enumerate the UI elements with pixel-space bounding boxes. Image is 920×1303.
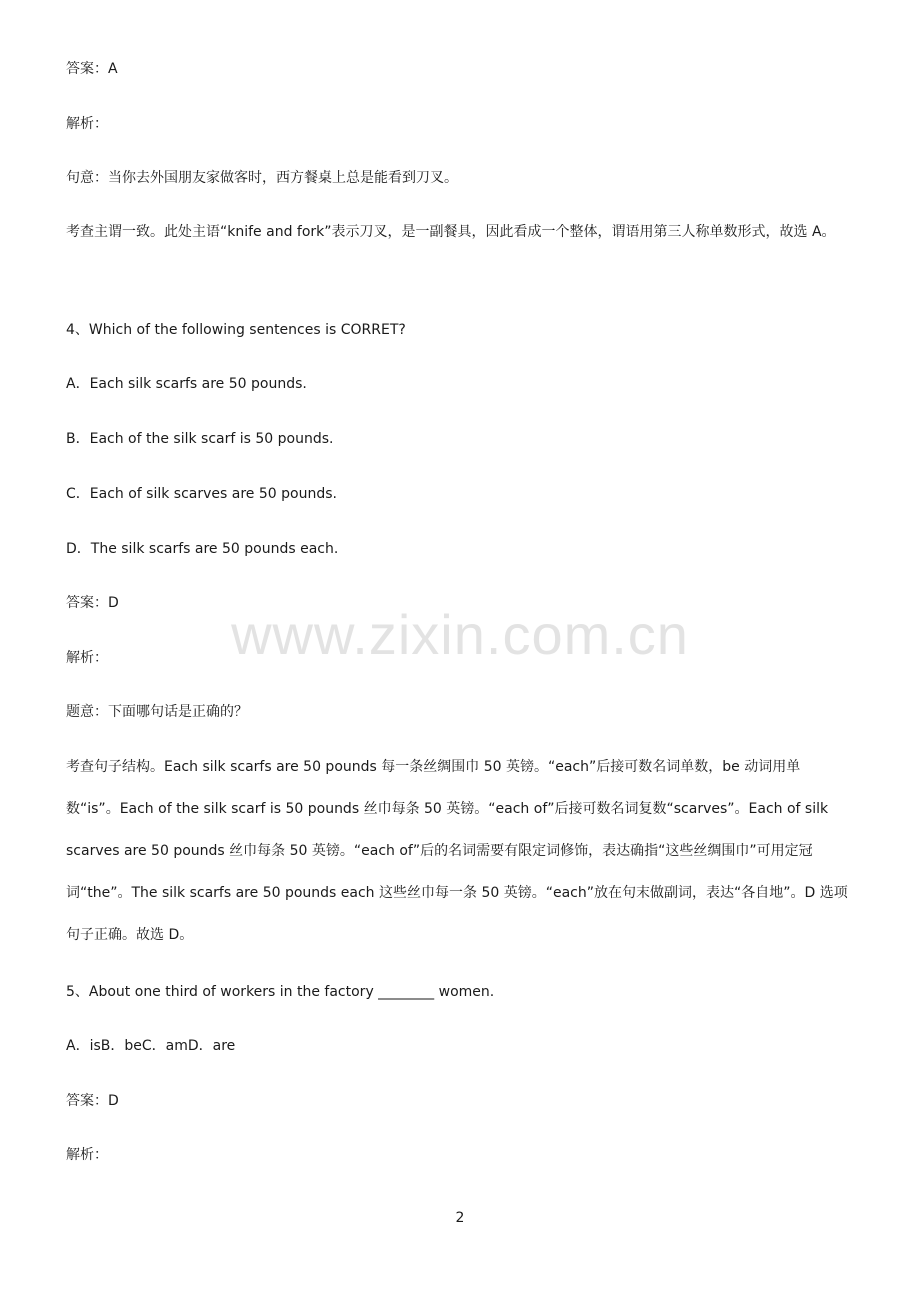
- q3-meaning: 句意：当你去外国朋友家做客时，西方餐桌上总是能看到刀叉。: [66, 170, 458, 186]
- q4-explanation: 考查句子结构。Each silk scarfs are 50 pounds 每一条丝绸围巾 50 英镑。“each”后接可数名词单数，be 动词用单数“is”。Each of the silk scarf is 50 pounds 丝巾每条 50 英镑。“each of”后接可数名词复数“scarves”。Each of silk scarves are 50 pounds 丝巾每条 50 英镑。“each of”后的名词需要有限定词修饰，表达确指“这些丝绸围巾”可用定冠词“the”。The silk scarfs are 50 pounds each 这些丝巾每一条 50 英镑。“each”放在句末做副词，表达“各自地”。D 选项句子正确。故选 D。: [66, 759, 848, 943]
- q4-analysis-label: 解析：: [66, 650, 108, 666]
- q4-answer: 答案：D: [66, 595, 119, 611]
- q4-option-a: A．Each silk scarfs are 50 pounds.: [66, 376, 307, 392]
- q3-analysis-label: 解析：: [66, 116, 108, 132]
- watermark: www.zixin.com.cn: [231, 603, 689, 666]
- q5-answer: 答案：D: [66, 1093, 119, 1109]
- q4-question: 4、Which of the following sentences is CORRET?: [66, 322, 406, 338]
- q5-analysis-label: 解析：: [66, 1147, 108, 1163]
- q3-answer: 答案：A: [66, 61, 118, 77]
- page-number: 2: [455, 1210, 465, 1226]
- q5-question: 5、About one third of workers in the factory ________ women.: [66, 984, 495, 1000]
- q4-option-c: C．Each of silk scarves are 50 pounds.: [66, 486, 337, 502]
- q4-meaning: 题意：下面哪句话是正确的？: [66, 704, 248, 720]
- q5-options: A．isB．beC．amD．are: [66, 1038, 236, 1054]
- q4-option-d: D．The silk scarfs are 50 pounds each.: [66, 541, 339, 557]
- q3-explanation: 考查主谓一致。此处主语“knife and fork”表示刀叉，是一副餐具，因此看成一个整体，谓语用第三人称单数形式，故选 A。: [66, 224, 836, 240]
- q4-option-b: B．Each of the silk scarf is 50 pounds.: [66, 431, 334, 447]
